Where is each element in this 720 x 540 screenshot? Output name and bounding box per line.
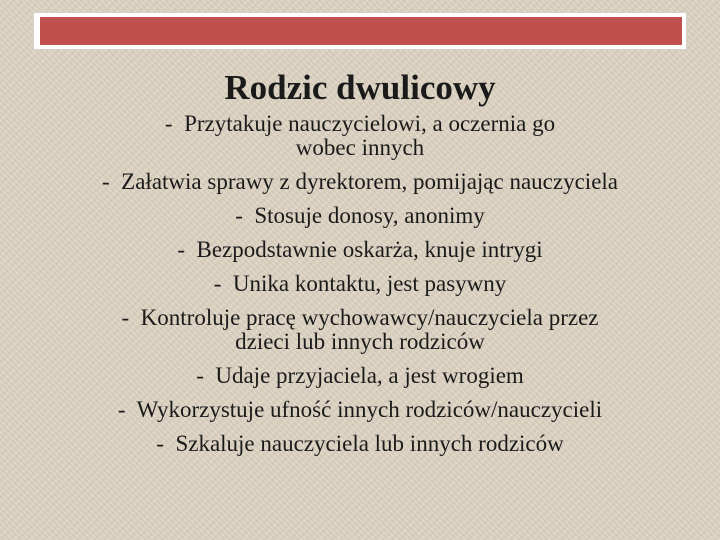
list-item-text: Udaje przyjaciela, a jest wrogiem (215, 363, 524, 388)
bullet-list (0, 112, 720, 466)
list-item-line: dzieci lub innych rodziców (235, 329, 485, 354)
list-item (0, 364, 720, 388)
list-item-text: Unika kontaktu, jest pasywny (232, 271, 507, 296)
bullet-dash: - (196, 363, 204, 388)
list-item (0, 170, 720, 194)
list-item-text: Wykorzystuje ufność innych rodziców/nauczycieli (136, 397, 603, 422)
bullet-dash: - (102, 169, 110, 194)
list-item (0, 432, 720, 456)
list-item-line (0, 112, 720, 136)
title-banner (40, 17, 682, 45)
bullet-dash: - (164, 111, 173, 136)
list-item (0, 112, 720, 160)
bullet-dash: - (121, 305, 130, 330)
bullet-dash: - (117, 397, 126, 422)
list-item (0, 238, 720, 262)
list-item (0, 204, 720, 228)
list-item-line (0, 306, 720, 330)
list-item (0, 306, 720, 354)
list-item (0, 398, 720, 422)
bullet-dash: - (177, 237, 185, 262)
slide-title: Rodzic dwulicowy (224, 68, 496, 107)
bullet-dash: - (213, 271, 222, 296)
list-item-text: Przytakuje nauczycielowi, a oczernia go (184, 111, 556, 136)
list-item-text: Załatwia sprawy z dyrektorem, pomijając nauczyciela (121, 169, 618, 194)
list-item (0, 272, 720, 296)
list-item-text: Bezpodstawnie oskarża, knuje intrygi (196, 237, 543, 262)
list-item-text: Szkaluje nauczyciela lub innych rodziców (175, 431, 564, 456)
bullet-dash: - (235, 203, 243, 228)
bullet-dash: - (156, 431, 164, 456)
list-item-text: Kontroluje pracę wychowawcy/nauczyciela przez (140, 305, 599, 330)
list-item-line: wobec innych (295, 135, 425, 160)
list-item-text: Stosuje donosy, anonimy (254, 203, 485, 228)
